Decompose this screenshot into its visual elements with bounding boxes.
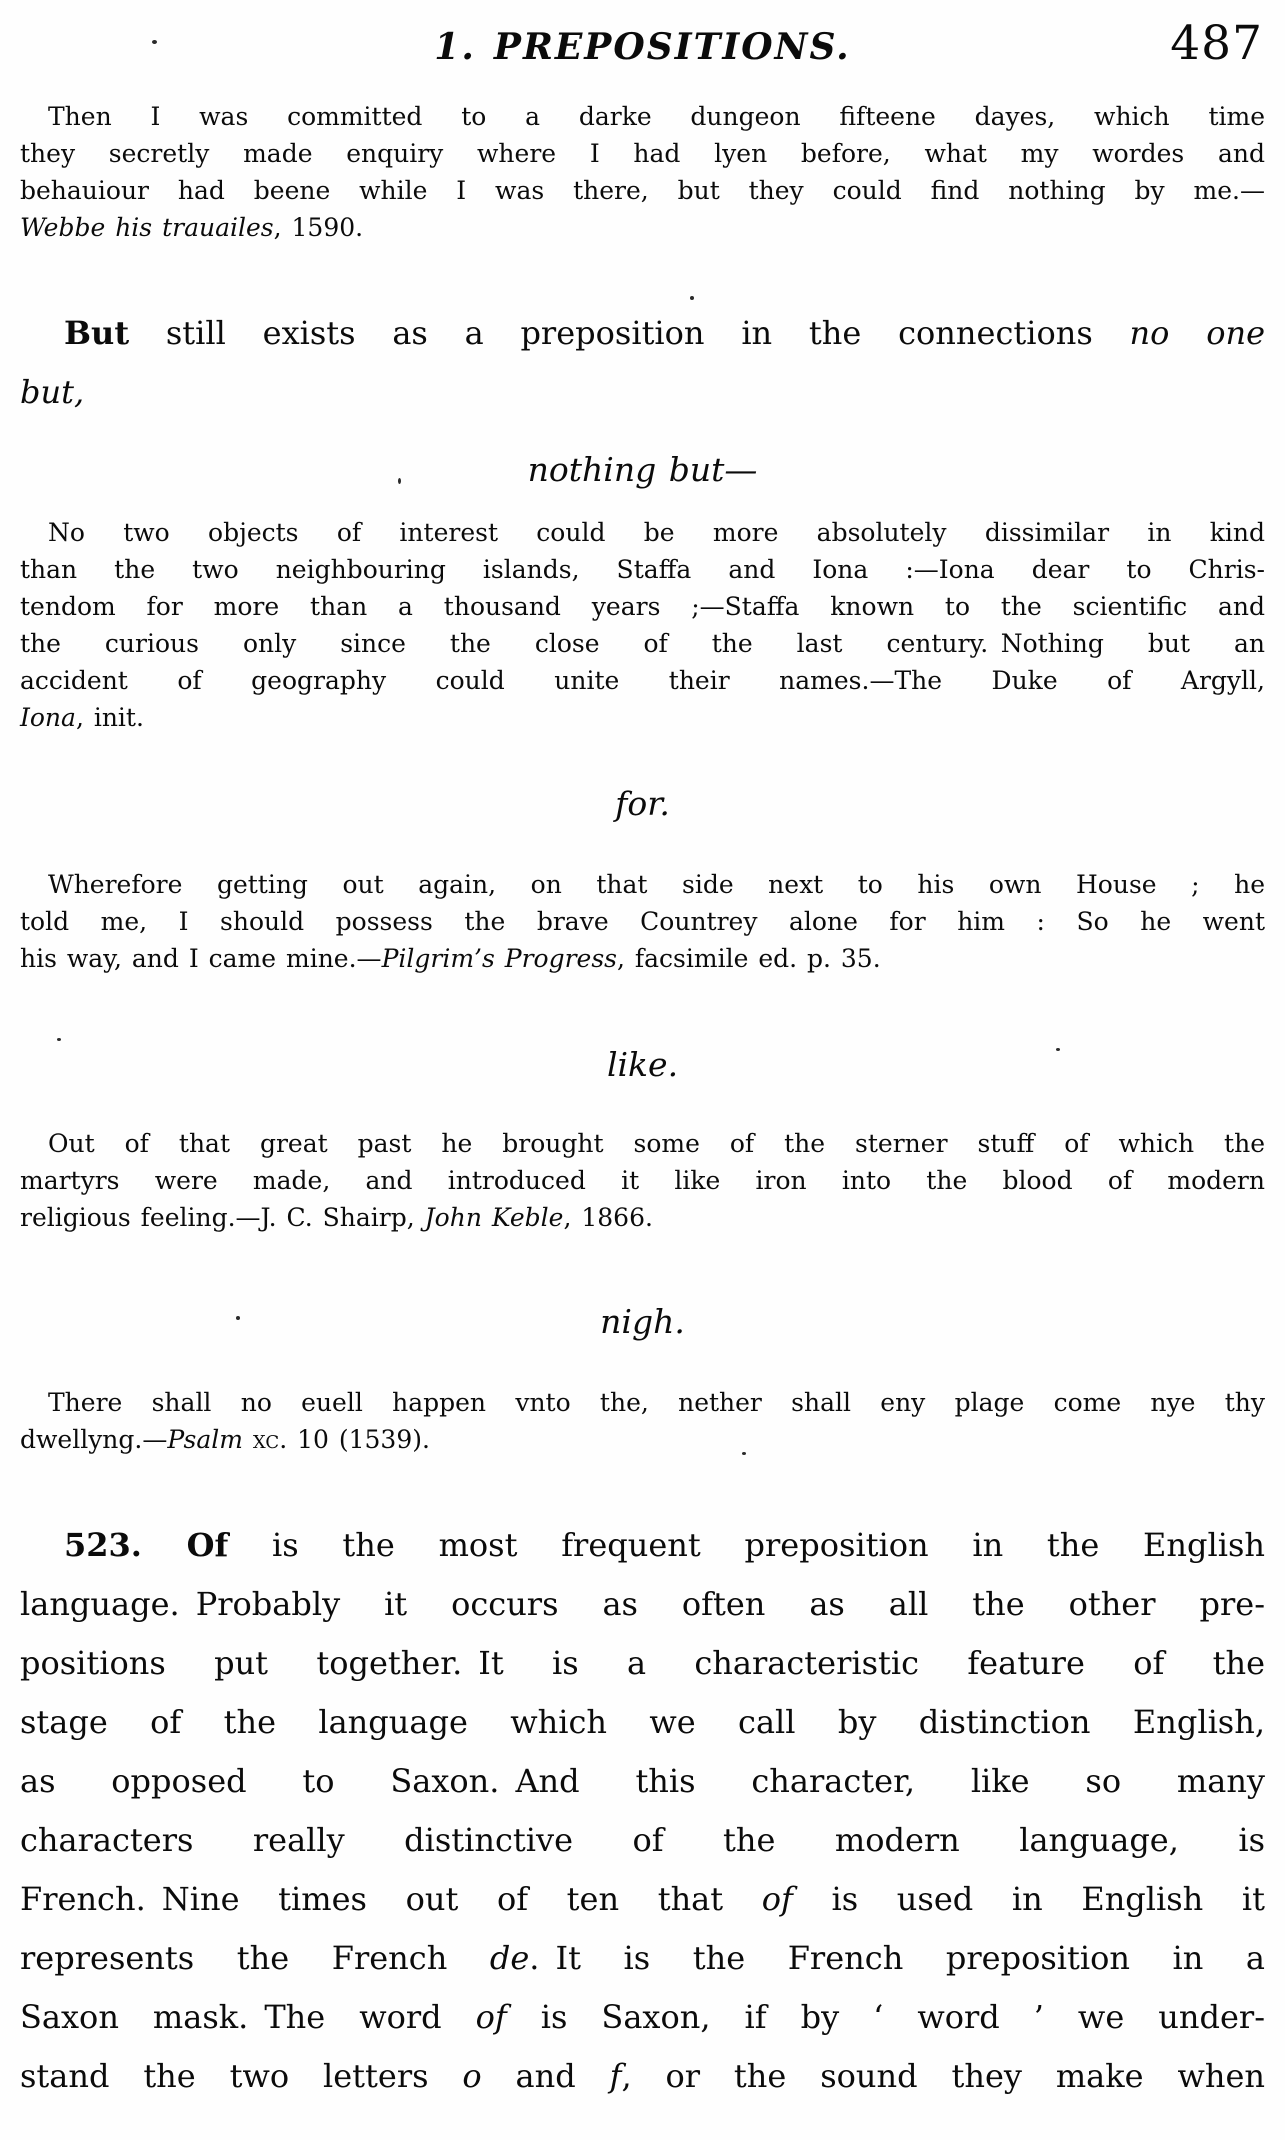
- text-segment: xc.: [252, 1425, 288, 1454]
- text-segment: but,: [20, 373, 85, 411]
- text-segment: is the most frequent preposition in the English: [228, 1526, 1266, 1564]
- page-number: 487: [1170, 16, 1263, 71]
- text-segment: , 1590.: [273, 213, 364, 242]
- text-segment: accident of geography could unite their names.—The Duke of Argyll,: [20, 666, 1265, 695]
- text-segment: , 1866.: [563, 1203, 653, 1232]
- text-segment: dwellyng.—: [20, 1425, 168, 1454]
- text-segment: 10 (1539).: [287, 1425, 430, 1454]
- text-line: [20, 514, 1265, 551]
- text-line: [20, 1516, 1265, 1575]
- text-line: [20, 1125, 1265, 1162]
- para-block: [20, 304, 1265, 422]
- subheading-text: for.: [615, 784, 670, 823]
- subheading: [20, 1041, 1265, 1089]
- scan-speck: [398, 478, 401, 484]
- text-segment: represents the French: [20, 1939, 490, 1977]
- subheading-text: nigh.: [600, 1302, 685, 1341]
- text-segment: Pilgrim’s Progress: [381, 944, 617, 973]
- quote-block: [20, 98, 1265, 246]
- text-segment: de: [489, 1939, 530, 1977]
- text-line: [20, 1199, 1265, 1236]
- text-segment: still exists as a preposition in the connections: [129, 314, 1130, 352]
- quote-block: [20, 866, 1265, 977]
- text-segment: is used in English it: [792, 1880, 1266, 1918]
- text-segment: Saxon mask. The word: [20, 1998, 476, 2036]
- text-segment: as opposed to Saxon. And this character, like so many: [20, 1762, 1265, 1800]
- text-line: [20, 209, 1265, 246]
- subheading: [20, 446, 1265, 494]
- text-line: [20, 699, 1265, 736]
- text-segment: the curious only since the close of the last century. Nothing but an: [20, 629, 1265, 658]
- subheading: [20, 1298, 1265, 1346]
- text-segment: characters really distinctive of the modern language, is: [20, 1821, 1265, 1859]
- subheading-text: like.: [606, 1045, 679, 1084]
- text-line: [20, 1575, 1265, 1634]
- scan-speck: [152, 40, 157, 44]
- text-line: [20, 588, 1265, 625]
- text-segment: no one: [1129, 314, 1266, 352]
- text-segment: Out of that great past he brought some of the sterner stuff of which the: [48, 1129, 1265, 1158]
- text-line: [20, 1811, 1265, 1870]
- text-segment: . It is the French preposition in a: [529, 1939, 1265, 1977]
- text-line: [20, 2047, 1265, 2106]
- para-block: [20, 1516, 1265, 2106]
- text-segment: stage of the language which we call by distinction English,: [20, 1703, 1265, 1741]
- text-segment: martyrs were made, and introduced it like iron into the blood of modern: [20, 1166, 1265, 1195]
- text-line: [20, 1929, 1265, 1988]
- text-segment: is Saxon, if by ‘ word ’ we under-: [506, 1998, 1266, 2036]
- text-blocks: [20, 98, 1265, 2106]
- quote-block: [20, 1384, 1265, 1458]
- text-segment: , init.: [75, 703, 144, 732]
- text-segment: of: [475, 1998, 507, 2036]
- text-line: [20, 135, 1265, 172]
- section-number: 1.: [434, 26, 476, 68]
- text-segment: his way, and I came mine.—: [20, 944, 382, 973]
- text-segment: than the two neighbouring islands, Staffa and Iona :—Iona dear to Chris-: [20, 555, 1265, 584]
- text-segment: f: [609, 2057, 622, 2095]
- text-line: [20, 172, 1265, 209]
- quote-block: [20, 514, 1265, 736]
- text-line: [20, 940, 1265, 977]
- scan-speck: [57, 1038, 61, 1041]
- text-segment: language. Probably it occurs as often as all the other pre-: [20, 1585, 1265, 1623]
- text-segment: Iona: [20, 703, 76, 732]
- text-segment: religious feeling.—J. C. Shairp,: [20, 1203, 425, 1232]
- text-segment: French. Nine times out of ten that: [20, 1880, 762, 1918]
- subheading: [20, 780, 1265, 828]
- text-segment: No two objects of interest could be more absolutely dissimilar in kind: [48, 518, 1265, 547]
- text-segment: o: [462, 2057, 482, 2095]
- text-segment: Psalm: [167, 1425, 243, 1454]
- text-line: [20, 1693, 1265, 1752]
- text-line: [20, 662, 1265, 699]
- text-line: [20, 1162, 1265, 1199]
- text-segment: told me, I should possess the brave Countrey alone for him : So he went: [20, 907, 1265, 936]
- text-segment: Webbe his trauailes: [20, 213, 274, 242]
- text-segment: tendom for more than a thousand years ;—Staffa known to the scientific and: [20, 592, 1265, 621]
- text-line: [20, 1384, 1265, 1421]
- text-segment: and: [481, 2057, 610, 2095]
- text-segment: positions put together. It is a characteristic feature of the: [20, 1644, 1265, 1682]
- text-segment: 523. Of: [64, 1526, 229, 1564]
- text-line: [20, 625, 1265, 662]
- text-segment: But: [64, 314, 130, 352]
- text-segment: , or the sound they make when: [621, 2057, 1266, 2095]
- text-segment: John Keble: [424, 1203, 564, 1232]
- text-line: [20, 1988, 1265, 2047]
- text-segment: [243, 1425, 253, 1454]
- text-line: [20, 1870, 1265, 1929]
- text-line: [20, 304, 1265, 363]
- text-segment: they secretly made enquiry where I had lyen before, what my wordes and: [20, 139, 1265, 168]
- text-line: [20, 1421, 1265, 1458]
- text-segment: behauiour had beene while I was there, but they could find nothing by me.—: [20, 176, 1265, 205]
- text-segment: Wherefore getting out again, on that side next to his own House ; he: [48, 870, 1265, 899]
- text-segment: of: [761, 1880, 793, 1918]
- text-line: [20, 903, 1265, 940]
- scan-speck: [236, 1316, 240, 1320]
- scan-speck: [1056, 1048, 1060, 1051]
- scan-speck: [690, 296, 694, 300]
- text-segment: stand the two letters: [20, 2057, 463, 2095]
- quote-block: [20, 1125, 1265, 1236]
- text-line: [20, 98, 1265, 135]
- text-line: [20, 866, 1265, 903]
- running-title: PREPOSITIONS.: [493, 26, 851, 68]
- page-header: [20, 16, 1265, 72]
- text-segment: Then I was committed to a darke dungeon fifteene dayes, which time: [48, 102, 1265, 131]
- text-segment: , facsimile ed. p. 35.: [617, 944, 881, 973]
- text-line: [20, 363, 1265, 422]
- text-segment: There shall no euell happen vnto the, nether shall eny plage come nye thy: [48, 1388, 1265, 1417]
- subheading-text: nothing but—: [527, 450, 758, 489]
- text-line: [20, 1752, 1265, 1811]
- text-line: [20, 1634, 1265, 1693]
- text-line: [20, 551, 1265, 588]
- scan-speck: [742, 1452, 746, 1455]
